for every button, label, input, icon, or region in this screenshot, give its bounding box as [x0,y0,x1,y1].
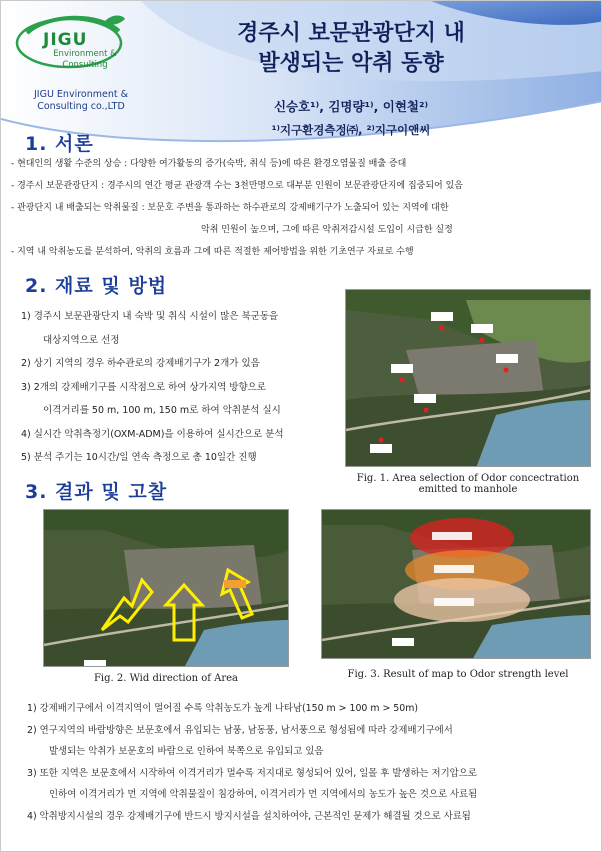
figure-3-caption: Fig. 3. Result of map to Odor strength level [347,669,569,680]
result-item-3-cont: 인하여 이격거리가 먼 지역에 악취물질이 침강하여, 이격거리가 먼 지역에서의 농도가 높은 것으로 사료됨 [49,789,478,800]
figure-1-caption-line-2: emitted to manhole [418,484,518,495]
intro-bullet-4: - 지역 내 악취농도를 분석하여, 악취의 흐름과 그에 따른 적절한 제어방법을 위한 기초연구 자료로 수행 [11,247,414,257]
method-item-3: 3) 2개의 강제배기구를 시작점으로 하여 상가지역 방향으로 [21,381,266,393]
intro-bullet-2: - 경주시 보문관광단지 : 경주시의 연간 평균 관광객 수는 3천만명으로 대부분 인원이 보문관광단지에 집중되어 있음 [11,181,463,191]
logo-subtitle: Environment & Consulting [53,49,117,70]
title-line-1: 경주시 보문관광단지 내 [237,21,465,46]
company-name: JIGU Environment & Consulting co.,LTD [33,89,129,112]
affiliations: ¹⁾지구환경측정㈜, ²⁾지구이앤씨 [271,123,431,137]
intro-bullets [11,153,601,263]
figure-1-caption-line-1: Fig. 1. Area selection of Odor concectration [356,473,580,484]
result-item-4: 4) 악취방지시설의 경우 강제배기구에 반드시 방지시설을 설치하여야, 근본적인 문제가 해결될 것으로 사료됨 [27,810,471,822]
method-item-2: 2) 상기 지역의 경우 하수관로의 강제배기구가 2개가 있음 [21,358,260,369]
section-title-methods: 2. 재료 및 방법 [25,275,168,297]
intro-bullet-1: - 현대인의 생활 수준의 상승 : 다양한 여가활동의 증가(숙박, 취식 등)에 따른 환경오염물질 배출 증대 [11,159,407,169]
logo-wordmark: JIGU [43,30,88,50]
result-item-3: 3) 또한 지역은 보문호에서 시작하여 이격거리가 멀수록 저지대로 형성되어 있어, 일몰 후 발생하는 저기압으로 [27,767,477,779]
method-item-1-cont: 대상지역으로 선정 [43,334,120,346]
poster-title [181,19,521,79]
figure-2-caption: Fig. 2. Wid direction of Area [93,673,239,684]
figure-1-caption [335,473,601,495]
section-title-intro: 1. 서론 [25,133,94,155]
intro-bullet-3: - 관광단지 내 배출되는 악취물질 : 보문호 주변을 통과하는 하수관로의 강제배기구가 노출되어 있는 지역에 대한 [11,203,449,213]
result-item-2-cont: 발생되는 악취가 보문호의 바람으로 인하여 북쪽으로 유입되고 있음 [49,746,324,757]
result-item-1: 1) 강제배기구에서 이격지역이 멀어질 수록 악취농도가 높게 나타남(150 m > 100 m > 50m) [27,703,419,714]
results-list [27,698,595,827]
figure-2-wind-map [43,509,289,667]
figure-3-odor-map [321,509,591,659]
method-item-4: 4) 실시간 악취측정기(OXM-ADM)을 이용하여 실시간으로 분석 [21,428,284,440]
figure-3-image [322,510,591,659]
method-item-3-cont: 이격거리를 50 m, 100 m, 150 m로 하여 악취분석 실시 [43,405,281,416]
section-title-results: 3. 결과 및 고찰 [25,481,168,503]
method-item-1: 1) 경주시 보문관광단지 내 숙박 및 취식 시설이 많은 북군동을 [21,311,279,322]
intro-bullet-3-cont: 악취 민원이 높으며, 그에 따른 악취저감시설 도입이 시급한 실정 [201,225,453,235]
figure-1-image [346,290,591,467]
authors: 신승호¹⁾, 김명량¹⁾, 이현철²⁾ [273,99,429,114]
figure-2-image [44,510,289,667]
method-item-5: 5) 분석 주기는 10시간/일 연속 측정으로 총 10일간 진행 [21,452,257,463]
result-item-2: 2) 연구지역의 바람방향은 보문호에서 유입되는 남풍, 남동풍, 남서풍으로 형성됨에 따라 강제배기구에서 [27,724,453,736]
jigu-logo [9,11,129,112]
methods-list [21,305,346,470]
title-line-2: 발생되는 악취 동향 [258,51,444,76]
figure-1-aerial-map [345,289,591,467]
